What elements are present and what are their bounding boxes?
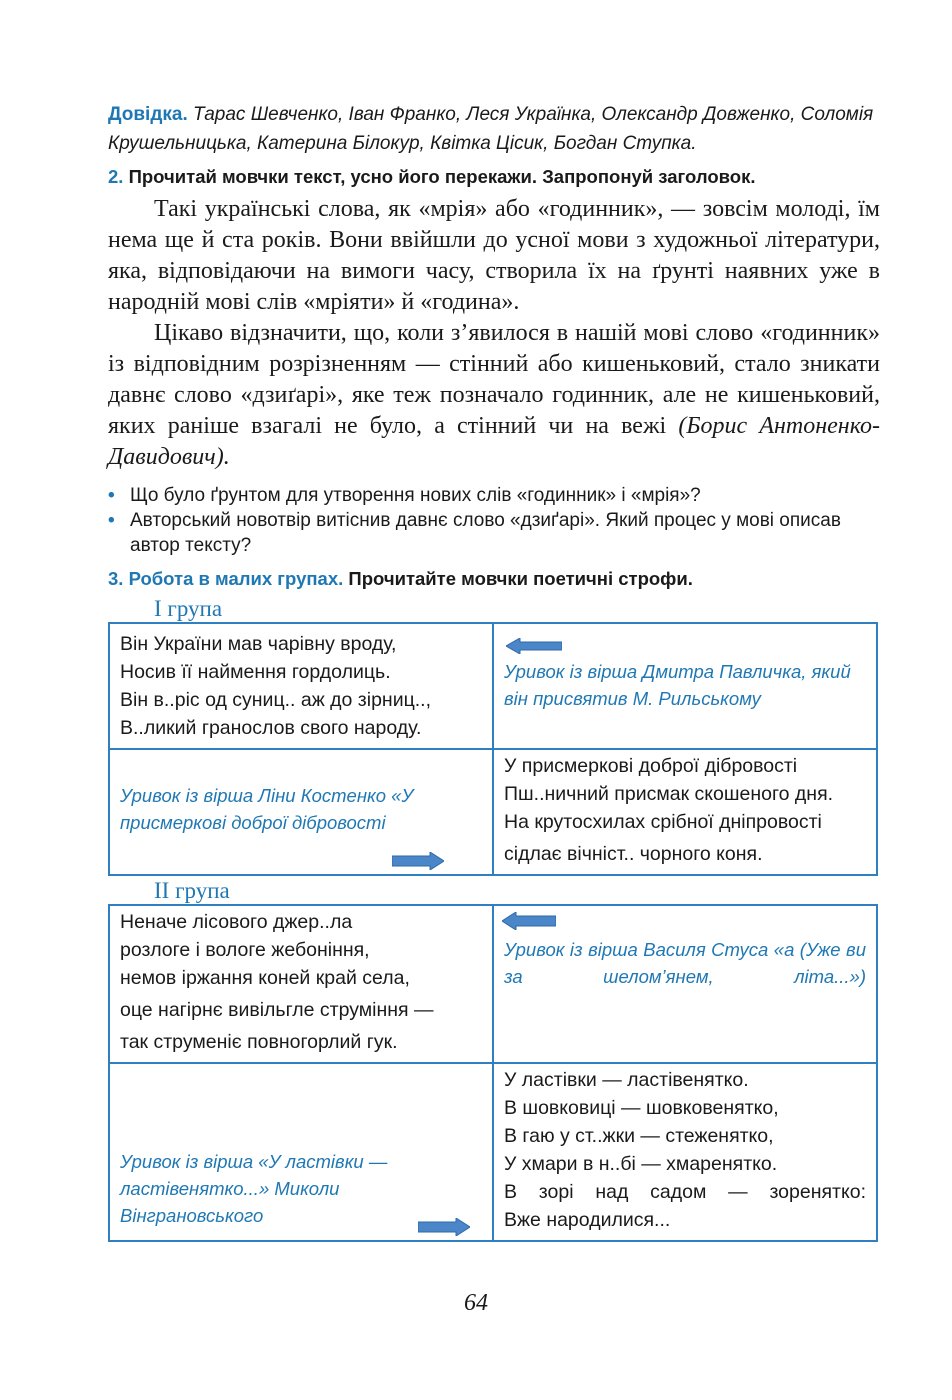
reference-names: Тарас Шевченко, Іван Франко, Леся Українка, Олександр Довженко, Соломія Крушельницька, Катерина Білокур, Квітка Цісик, Богдан Ступка.: [108, 104, 874, 154]
question-item: • Авторський новотвір витіснив давнє слово «дзиґарі». Який процес у мові описав автор тексту?: [108, 510, 841, 556]
textbook-page: [108, 100, 880, 1242]
arrow-left-icon: [506, 638, 562, 654]
task-2-number: 2.: [108, 166, 124, 187]
poem-cell: У ластівки — ластівенятко. В шовковиці — шовковенятко, В гаю у ст..жки — стеженятко, У хмари в н..бі — хмаренятко. В зорі над садом — зоренятко: Вже народилися...: [493, 1063, 877, 1241]
table-row: [109, 623, 877, 749]
caption-cell: [493, 905, 877, 1063]
caption-text: Уривок із вірша Ліни Костенко «У присмеркові доброї дібровості: [120, 785, 414, 833]
table-row: [109, 749, 877, 875]
prose-paragraph-1: Такі українські слова, як «мрія» або «годинник», — зовсім молоді, їм нема ще й ста років. Вони ввійшли до усної мови з художньої літератури, яка, відповідаючи на вимоги часу, створила їх на ґрунті наявних уже в народній мові слів «мріяти» й «година».: [108, 196, 880, 315]
bullet-icon: •: [108, 510, 115, 531]
caption-cell: [109, 749, 493, 875]
task-3: [108, 566, 880, 592]
reference-note: [108, 100, 880, 158]
caption-text: Уривок із вірша Дмитра Павличка, який він присвятив М. Рильському: [504, 661, 851, 709]
task-3-number: 3.: [108, 568, 124, 589]
prose-author: (Борис Антоненко-Давидович).: [108, 413, 881, 470]
task-3-label: Робота в малих групах.: [128, 568, 344, 589]
table-row: [109, 1063, 877, 1241]
poem-cell: Неначе лісового джер..ла розлоге і вологе жебоніння, немов іржання коней край села, оце нагірнє вивільглe струміння — так струменіє повногорлий гук.: [109, 905, 493, 1063]
group-2-title: ІІ група: [154, 878, 230, 903]
arrow-right-icon: [392, 852, 444, 870]
poem-cell: Він України мав чарівну вроду, Носив її наймення гордолиць. Він в..ріс од суниц.. аж до зірниц.., В..ликий гранослов свого народу.: [109, 623, 493, 749]
arrow-right-icon: [418, 1218, 470, 1236]
task-3-text: Прочитайте мовчки поетичні строфи.: [348, 568, 693, 589]
arrow-left-icon: [502, 912, 556, 930]
table-row: [109, 905, 877, 1063]
caption-cell: [493, 623, 877, 749]
bullet-icon: •: [108, 485, 115, 506]
question-item: • Що було ґрунтом для утворення нових слів «годинник» і «мрія»?: [108, 485, 701, 506]
group-1-table: [108, 622, 878, 876]
prose-paragraph-2: [108, 318, 880, 473]
caption-text: Уривок із вірша Василя Стуса «а (Уже ви за шелом’янем, літа...»): [504, 939, 866, 987]
caption-cell: [109, 1063, 493, 1241]
caption-text: Уривок із вірша «У ластівки — ластівенятко...» Миколи Вінграновського: [120, 1151, 388, 1226]
group-1-title: І група: [154, 596, 223, 621]
question-list: [108, 483, 880, 558]
task-2-text: Прочитай мовчки текст, усно його перекажи. Запропонуй заголовок.: [128, 166, 756, 187]
reference-label: Довідка.: [108, 104, 188, 125]
group-2-table: [108, 904, 878, 1242]
page-number: 64: [464, 1290, 488, 1316]
poem-cell: У присмеркові доброї дібровості Пш..ничний присмак скошеного дня. На крутосхилах срібної дніпровості сідлає вічніст.. чорного коня.: [493, 749, 877, 875]
prose-paragraph-2-text: Цікаво відзначити, що, коли з’явилося в нашій мові слово «годинник» із відповідним розрізненням — стінний або кишеньковий, стало зникати давнє слово «дзиґарі», яке теж позначало годинник, але не кишеньковий, яких раніше взагалі не було, а стінний чи на вежі: [108, 320, 880, 439]
task-2: [108, 164, 880, 190]
